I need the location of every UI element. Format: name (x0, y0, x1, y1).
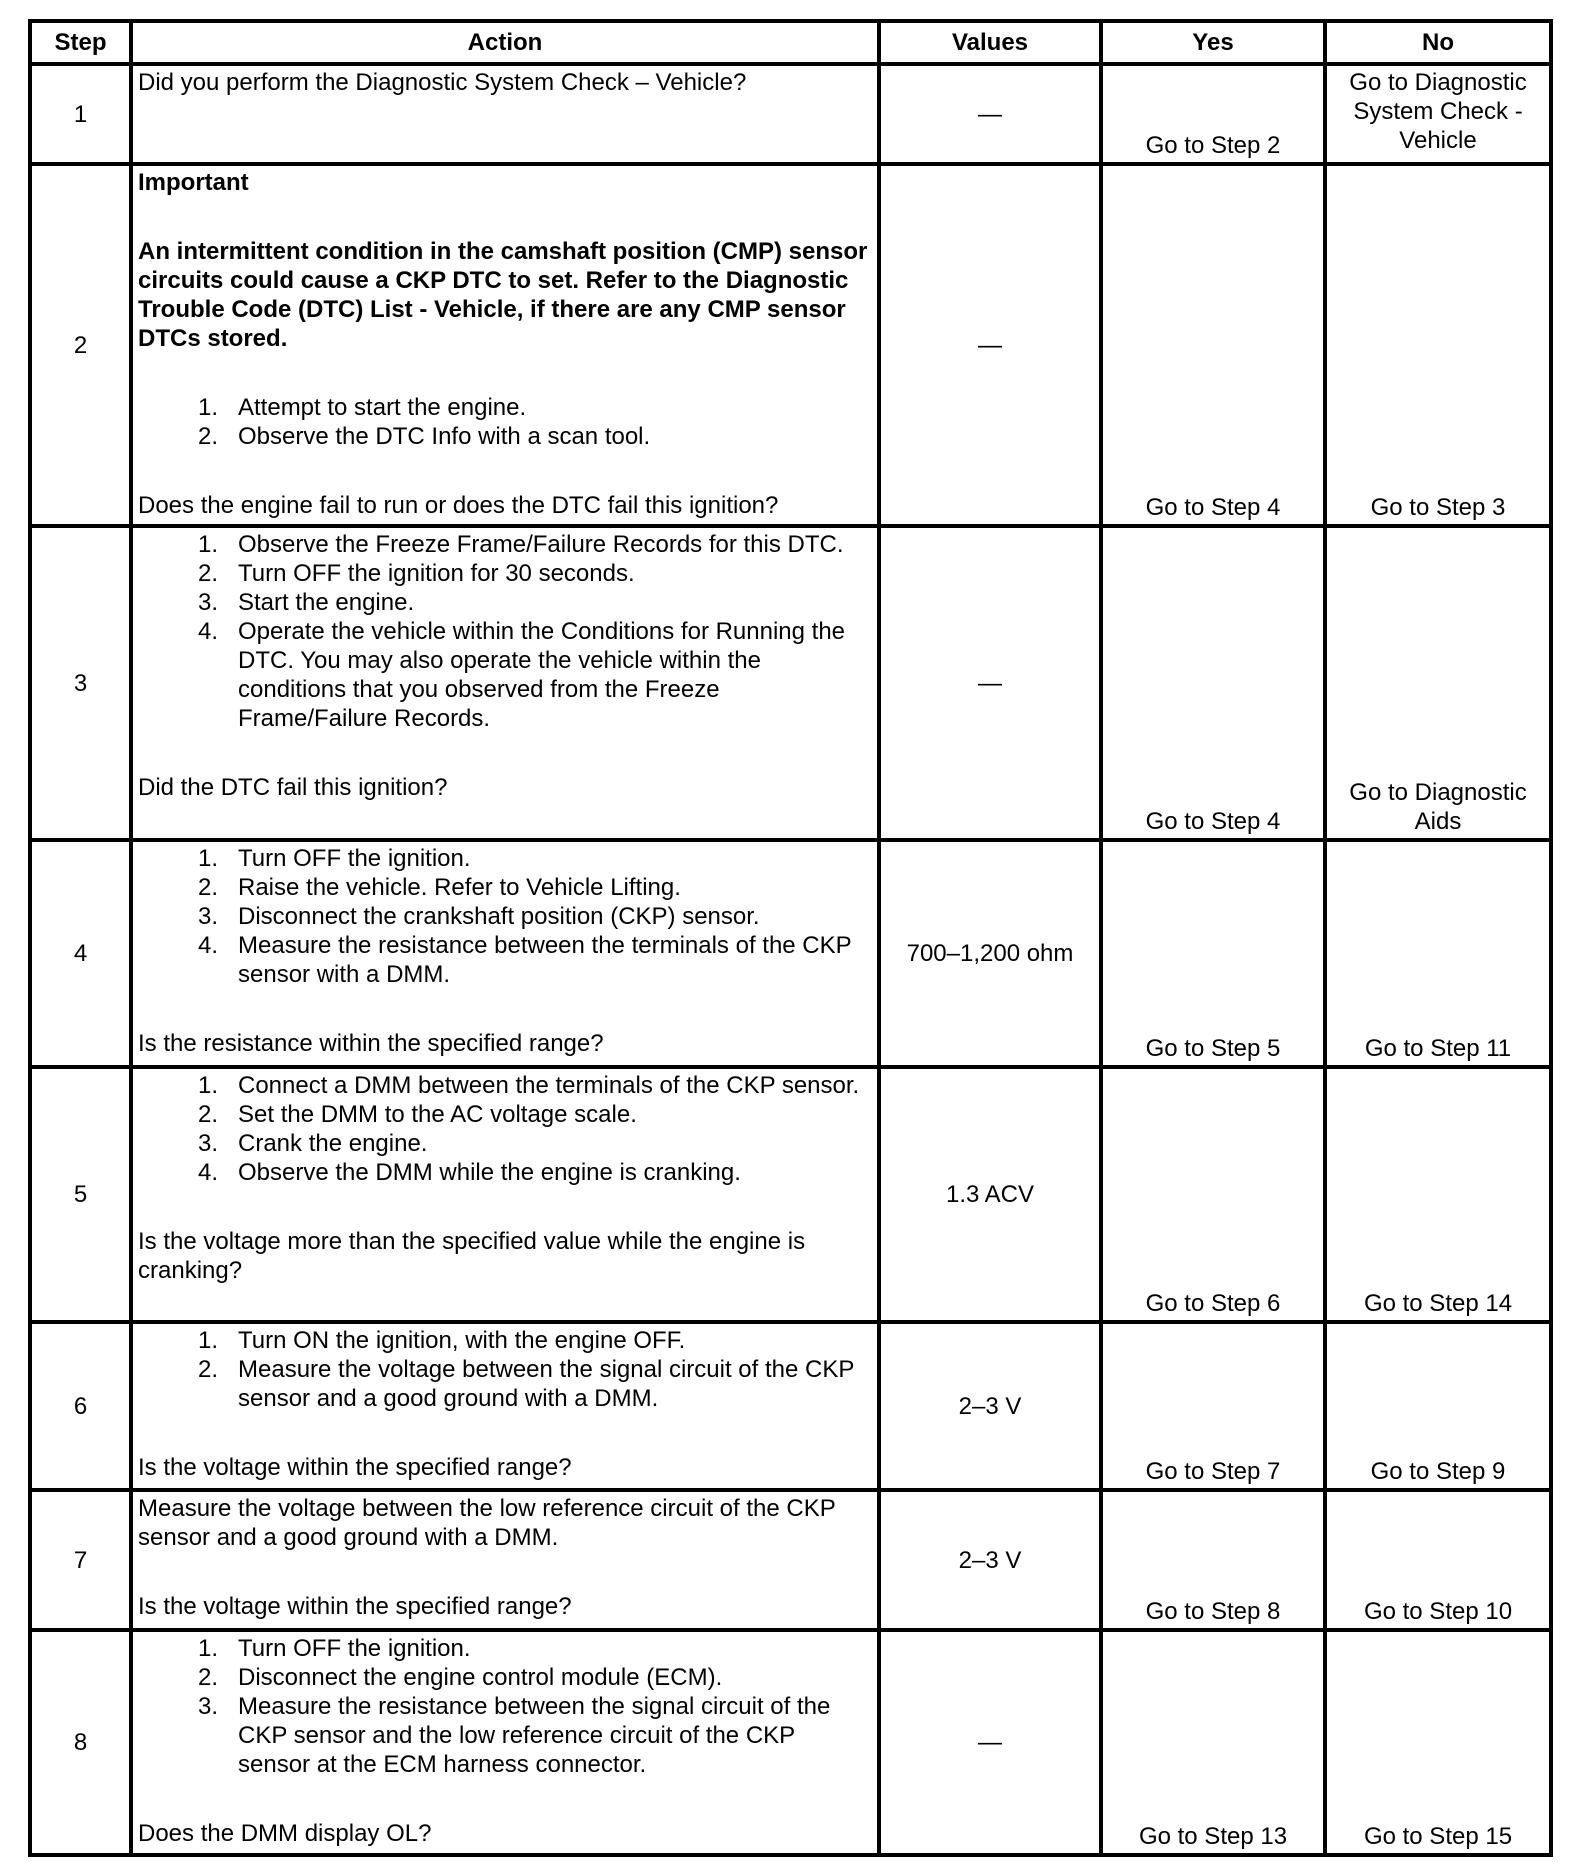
step-list (138, 1634, 873, 1779)
value-cell: — (879, 1630, 1101, 1855)
list-item: 2. Turn OFF the ignition for 30 seconds. (197, 560, 635, 587)
no-cell: Go to Step 3 (1325, 164, 1551, 526)
no-cell: Go to Step 10 (1325, 1490, 1551, 1630)
step-list (138, 393, 873, 451)
list-item: 3. Disconnect the crankshaft position (CKP) sensor. (197, 903, 760, 930)
step-number: 5 (30, 1067, 131, 1322)
action-cell (131, 840, 879, 1067)
question-text: Does the engine fail to run or does the DTC fail this ignition? (138, 492, 779, 519)
value-cell: — (879, 526, 1101, 840)
table-row (30, 64, 1551, 164)
yes-cell: Go to Step 13 (1101, 1630, 1325, 1855)
step-list (138, 1071, 873, 1187)
question-text: Does the DMM display OL? (138, 1820, 432, 1847)
list-item: 3. Start the engine. (197, 589, 415, 616)
no-cell: Go to Diagnostic System Check - Vehicle (1325, 64, 1551, 164)
question-text: Is the resistance within the specified range? (138, 1030, 604, 1057)
important-note: An intermittent condition in the camshaft position (CMP) sensor circuits could cause a CKP DTC to set. Refer to the Diagnostic Trouble Code (DTC) List - Vehicle, if there are any CMP sensor DTCs stored. (138, 238, 868, 352)
no-cell: Go to Step 11 (1325, 840, 1551, 1067)
step-number: 2 (30, 164, 131, 526)
table-row (30, 526, 1551, 840)
value-cell: 2–3 V (879, 1490, 1101, 1630)
yes-cell: Go to Step 4 (1101, 164, 1325, 526)
list-item: 4. Observe the DMM while the engine is cranking. (197, 1159, 741, 1186)
yes-cell: Go to Step 4 (1101, 526, 1325, 840)
list-item: 3. Crank the engine. (197, 1130, 428, 1157)
question-text: Is the voltage more than the specified value while the engine is cranking? (138, 1228, 806, 1284)
list-item: 2. Measure the voltage between the signal circuit of the CKP sensor and a good ground with a DMM. (197, 1356, 854, 1412)
yes-cell: Go to Step 5 (1101, 840, 1325, 1067)
header-row (30, 21, 1551, 64)
yes-cell: Go to Step 6 (1101, 1067, 1325, 1322)
list-item: 1. Connect a DMM between the terminals of the CKP sensor. (197, 1072, 860, 1099)
table-row (30, 840, 1551, 1067)
no-cell: Go to Step 15 (1325, 1630, 1551, 1855)
diagnostic-table (28, 19, 1553, 1857)
action-text: Did you perform the Diagnostic System Check – Vehicle? (138, 69, 747, 96)
table-row (30, 1490, 1551, 1630)
list-item: 1. Turn OFF the ignition. (197, 845, 471, 872)
list-item: 2. Set the DMM to the AC voltage scale. (197, 1101, 637, 1128)
question-text: Is the voltage within the specified range? (138, 1593, 572, 1620)
list-item: 1. Turn ON the ignition, with the engine OFF. (197, 1327, 686, 1354)
action-cell (131, 526, 879, 840)
action-text: Measure the voltage between the low reference circuit of the CKP sensor and a good ground with a DMM. (138, 1495, 836, 1551)
header-yes: Yes (1101, 21, 1325, 64)
step-list (138, 1326, 873, 1413)
question-text: Did the DTC fail this ignition? (138, 774, 448, 801)
table-row (30, 1630, 1551, 1855)
yes-cell: Go to Step 8 (1101, 1490, 1325, 1630)
step-number: 7 (30, 1490, 131, 1630)
action-cell (131, 1322, 879, 1490)
value-cell: 1.3 ACV (879, 1067, 1101, 1322)
value-cell: 700–1,200 ohm (879, 840, 1101, 1067)
action-cell (131, 1630, 879, 1855)
step-list (138, 530, 873, 733)
action-cell (131, 64, 879, 164)
list-item: 3. Measure the resistance between the signal circuit of the CKP sensor and the low reference circuit of the CKP sensor at the ECM harness connector. (197, 1693, 831, 1778)
no-cell: Go to Step 9 (1325, 1322, 1551, 1490)
value-cell: — (879, 164, 1101, 526)
list-item: 2. Disconnect the engine control module (ECM). (197, 1664, 723, 1691)
yes-cell: Go to Step 7 (1101, 1322, 1325, 1490)
action-cell (131, 164, 879, 526)
header-action: Action (131, 21, 879, 64)
action-cell (131, 1067, 879, 1322)
list-item: 4. Operate the vehicle within the Conditions for Running the DTC. You may also operate the vehicle within the conditions that you observed from the Freeze Frame/Failure Records. (197, 618, 846, 732)
step-number: 3 (30, 526, 131, 840)
value-cell: — (879, 64, 1101, 164)
header-values: Values (879, 21, 1101, 64)
header-no: No (1325, 21, 1551, 64)
value-cell: 2–3 V (879, 1322, 1101, 1490)
step-list (138, 844, 873, 989)
important-title: Important (138, 169, 249, 196)
list-item: 1. Attempt to start the engine. (197, 394, 527, 421)
table-row (30, 1322, 1551, 1490)
header-step: Step (30, 21, 131, 64)
step-number: 4 (30, 840, 131, 1067)
no-cell: Go to Diagnostic Aids (1325, 526, 1551, 840)
yes-cell: Go to Step 2 (1101, 64, 1325, 164)
step-number: 8 (30, 1630, 131, 1855)
table-row (30, 1067, 1551, 1322)
no-cell: Go to Step 14 (1325, 1067, 1551, 1322)
action-cell (131, 1490, 879, 1630)
table-row (30, 164, 1551, 526)
list-item: 2. Observe the DTC Info with a scan tool. (197, 423, 651, 450)
list-item: 2. Raise the vehicle. Refer to Vehicle Lifting. (197, 874, 681, 901)
step-number: 1 (30, 64, 131, 164)
step-number: 6 (30, 1322, 131, 1490)
question-text: Is the voltage within the specified range? (138, 1454, 572, 1481)
list-item: 1. Observe the Freeze Frame/Failure Records for this DTC. (197, 531, 844, 558)
list-item: 4. Measure the resistance between the terminals of the CKP sensor with a DMM. (197, 932, 852, 988)
list-item: 1. Turn OFF the ignition. (197, 1635, 471, 1662)
